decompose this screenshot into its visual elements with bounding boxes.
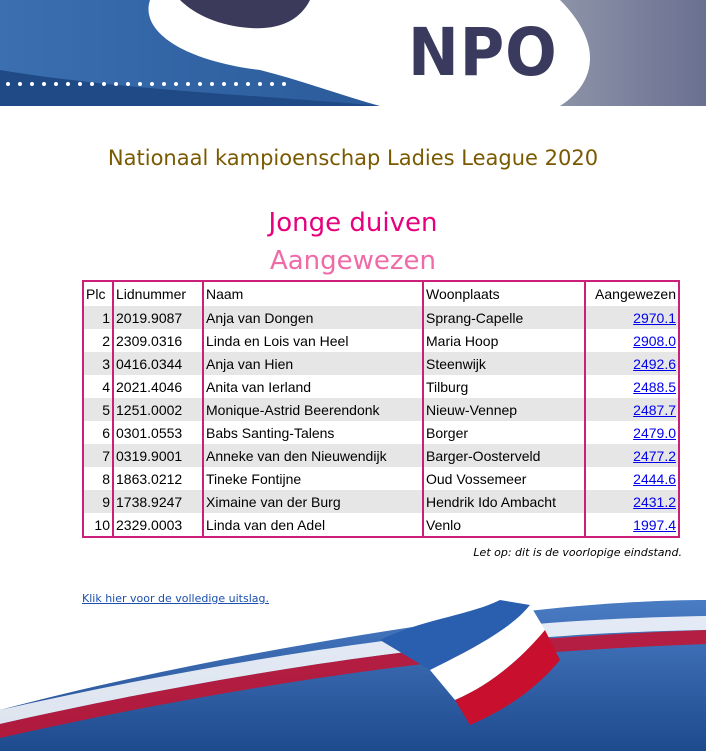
aangewezen-link[interactable]: 2477.2 [633,447,676,464]
category-subtitle: Aangewezen [269,246,437,276]
table-row [83,398,679,421]
table-header-row [83,281,679,306]
cell-naam: Anita van Ierland [203,375,423,398]
category-title: Jonge duiven [268,208,438,238]
cell-lidnummer: 2309.0316 [113,329,203,352]
cell-naam: Tineke Fontijne [203,467,423,490]
aangewezen-link[interactable]: 2908.0 [633,332,676,349]
cell-woonplaats: Maria Hoop [423,329,585,352]
aangewezen-link[interactable]: 2431.2 [633,493,676,510]
page-title: Nationaal kampioenschap Ladies League 2020 [107,146,599,170]
cell-aangewezen [585,467,679,490]
cell-aangewezen [585,398,679,421]
cell-aangewezen [585,329,679,352]
cell-plc: 2 [83,329,113,352]
cell-lidnummer: 1863.0212 [113,467,203,490]
npo-logo: NPO [408,14,558,91]
cell-plc: 6 [83,421,113,444]
column-header-aangewezen: Aangewezen [585,281,679,306]
header-banner [0,0,706,106]
cell-woonplaats: Steenwijk [423,352,585,375]
table-row [83,513,679,537]
column-header-plc: Plc [83,281,113,306]
table-row [83,421,679,444]
cell-naam: Anneke van den Nieuwendijk [203,444,423,467]
cell-aangewezen [585,513,679,537]
table-row [83,444,679,467]
aangewezen-link[interactable]: 1997.4 [633,516,676,533]
column-header-naam: Naam [203,281,423,306]
cell-lidnummer: 2019.9087 [113,306,203,329]
aangewezen-link[interactable]: 2488.5 [633,378,676,395]
cell-woonplaats: Venlo [423,513,585,537]
column-header-lidnummer: Lidnummer [113,281,203,306]
aangewezen-link[interactable]: 2444.6 [633,470,676,487]
cell-naam: Anja van Hien [203,352,423,375]
column-header-woonplaats: Woonplaats [423,281,585,306]
cell-lidnummer: 0301.0553 [113,421,203,444]
cell-aangewezen [585,490,679,513]
aangewezen-link[interactable]: 2970.1 [633,309,676,326]
results-table [82,280,680,538]
cell-lidnummer: 0416.0344 [113,352,203,375]
cell-plc: 10 [83,513,113,537]
cell-woonplaats: Hendrik Ido Ambacht [423,490,585,513]
cell-woonplaats: Oud Vossemeer [423,467,585,490]
cell-naam: Ximaine van der Burg [203,490,423,513]
cell-woonplaats: Borger [423,421,585,444]
cell-naam: Linda en Lois van Heel [203,329,423,352]
aangewezen-link[interactable]: 2492.6 [633,355,676,372]
footer-flag-graphic [0,560,706,751]
cell-aangewezen [585,444,679,467]
cell-aangewezen [585,421,679,444]
aangewezen-link[interactable]: 2487.7 [633,401,676,418]
cell-lidnummer: 2329.0003 [113,513,203,537]
cell-plc: 3 [83,352,113,375]
cell-plc: 5 [83,398,113,421]
cell-aangewezen [585,375,679,398]
cell-naam: Babs Santing-Talens [203,421,423,444]
cell-plc: 4 [83,375,113,398]
table-row [83,467,679,490]
cell-aangewezen [585,352,679,375]
cell-lidnummer: 1251.0002 [113,398,203,421]
cell-woonplaats: Sprang-Capelle [423,306,585,329]
cell-naam: Anja van Dongen [203,306,423,329]
full-results-link[interactable]: Klik hier voor de volledige uitslag. [82,592,269,605]
table-row [83,375,679,398]
aangewezen-link[interactable]: 2479.0 [633,424,676,441]
cell-woonplaats: Barger-Oosterveld [423,444,585,467]
cell-lidnummer: 0319.9001 [113,444,203,467]
table-row [83,329,679,352]
cell-plc: 1 [83,306,113,329]
cell-naam: Monique-Astrid Beerendonk [203,398,423,421]
provisional-note: Let op: dit is de voorlopige eindstand. [473,546,682,559]
cell-lidnummer: 1738.9247 [113,490,203,513]
banner-graphic [0,0,706,106]
cell-lidnummer: 2021.4046 [113,375,203,398]
cell-woonplaats: Nieuw-Vennep [423,398,585,421]
cell-plc: 7 [83,444,113,467]
cell-naam: Linda van den Adel [203,513,423,537]
cell-plc: 8 [83,467,113,490]
cell-aangewezen [585,306,679,329]
table-row [83,352,679,375]
table-row [83,490,679,513]
table-row [83,306,679,329]
cell-plc: 9 [83,490,113,513]
cell-woonplaats: Tilburg [423,375,585,398]
